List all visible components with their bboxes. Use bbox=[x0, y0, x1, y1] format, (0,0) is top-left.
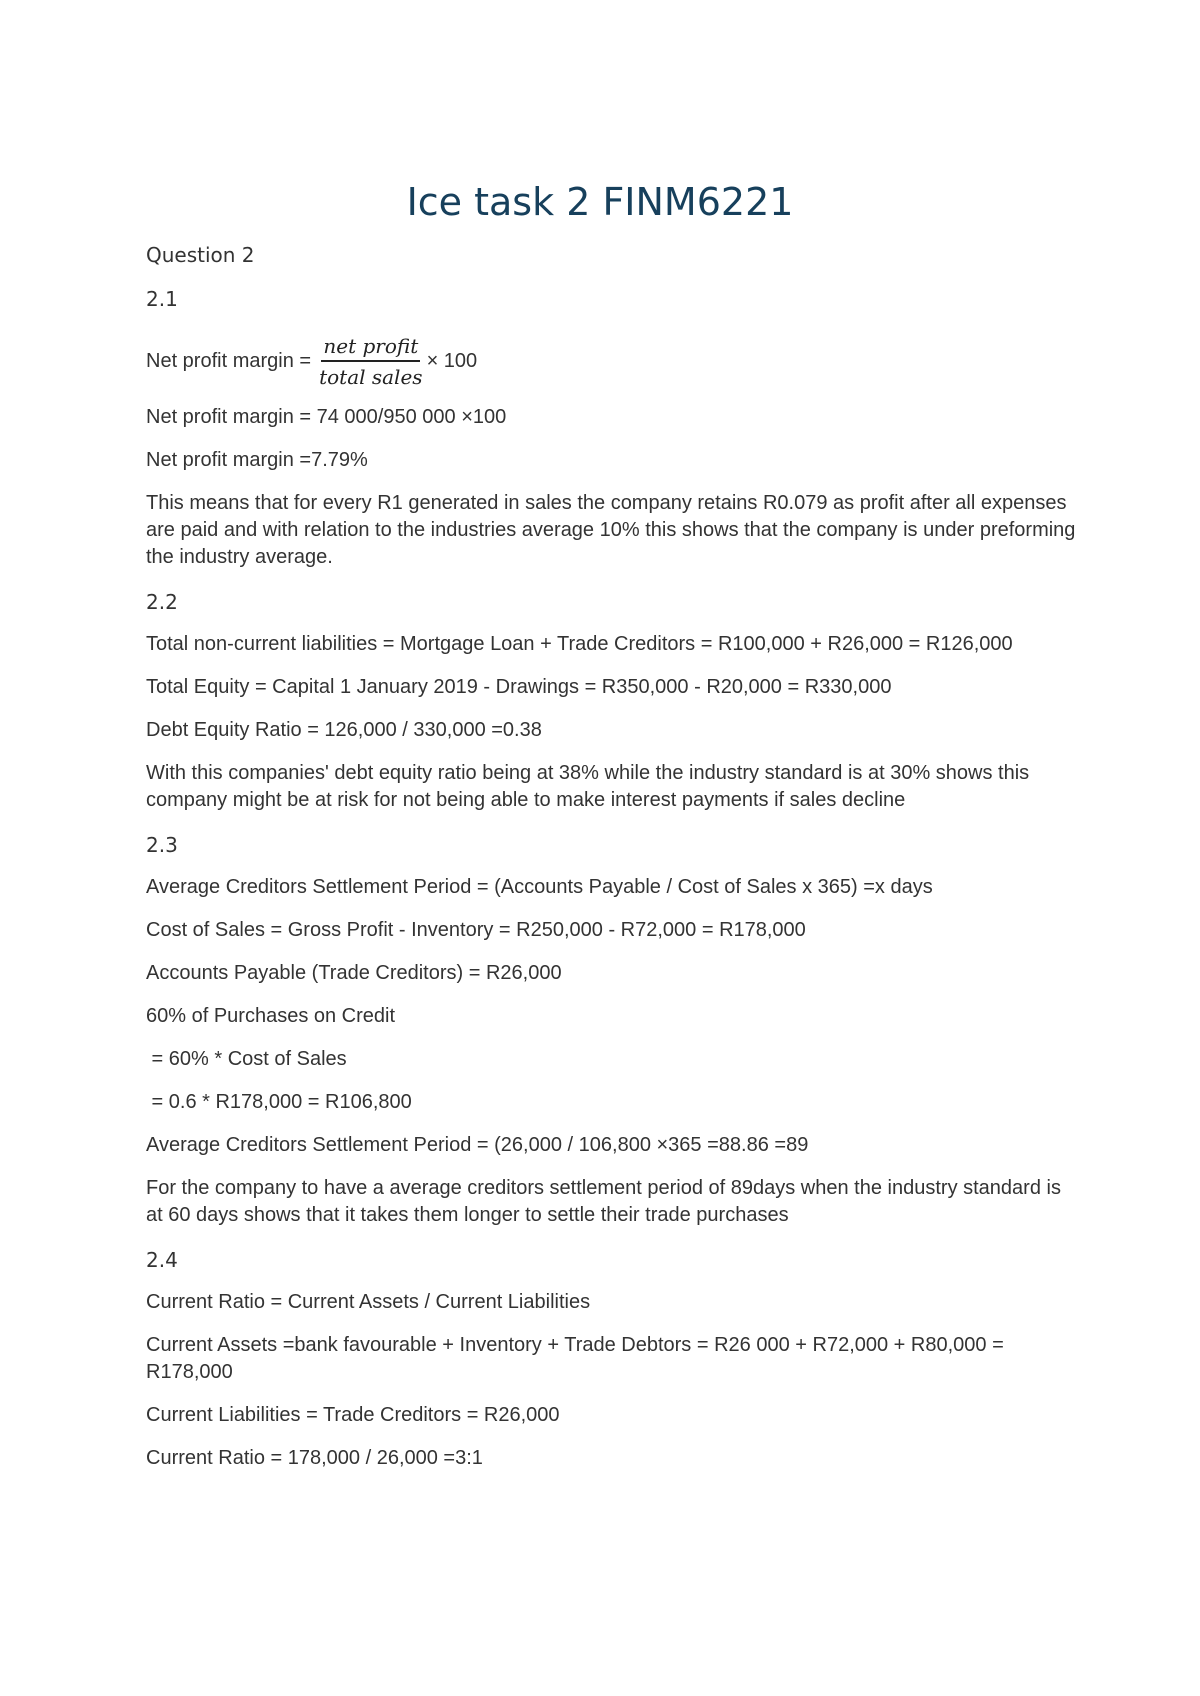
net-profit-margin-formula bbox=[146, 328, 1076, 394]
calc-line: Net profit margin = 74 000/950 000 ×100 bbox=[146, 406, 507, 428]
document-title: Ice task 2 FINM6221 bbox=[406, 180, 794, 224]
formula-fraction bbox=[317, 333, 424, 390]
formula-denominator: total sales bbox=[319, 364, 423, 389]
explanation-paragraph: With this companies' debt equity ratio being at 38% while the industry standard is at 30% shows this company might be at risk for not being able to make interest payments if sales decline bbox=[146, 762, 1030, 811]
calc-line: = 0.6 * R178,000 = R106,800 bbox=[146, 1091, 412, 1113]
calc-line: Accounts Payable (Trade Creditors) = R26,000 bbox=[146, 962, 562, 984]
document-body bbox=[146, 240, 1076, 1488]
section-heading-2-4: 2.4 bbox=[146, 1248, 178, 1272]
calc-line: 60% of Purchases on Credit bbox=[146, 1005, 396, 1027]
calc-line: = 60% * Cost of Sales bbox=[146, 1048, 347, 1070]
calc-line: Total Equity = Capital 1 January 2019 - Drawings = R350,000 - R20,000 = R330,000 bbox=[146, 676, 892, 698]
calc-line: Current Ratio = Current Assets / Current Liabilities bbox=[146, 1291, 591, 1313]
calc-line: Current Ratio = 178,000 / 26,000 =3:1 bbox=[146, 1447, 483, 1469]
calc-line: Net profit margin =7.79% bbox=[146, 449, 368, 471]
section-heading-2-3: 2.3 bbox=[146, 833, 178, 857]
formula-numerator: net profit bbox=[321, 333, 420, 362]
calc-line: Average Creditors Settlement Period = (Accounts Payable / Cost of Sales x 365) =x days bbox=[146, 876, 933, 898]
explanation-paragraph: This means that for every R1 generated in sales the company retains R0.079 as profit after all expenses are paid and with relation to the industries average 10% this shows that the company is under preforming the industry average. bbox=[146, 492, 1076, 568]
calc-line: Cost of Sales = Gross Profit - Inventory = R250,000 - R72,000 = R178,000 bbox=[146, 919, 806, 941]
formula-label: Net profit margin = bbox=[146, 349, 312, 372]
section-heading-2-2: 2.2 bbox=[146, 590, 178, 614]
calc-line: Current Assets =bank favourable + Inventory + Trade Debtors = R26 000 + R72,000 + R80,000 = R178,000 bbox=[146, 1334, 1004, 1383]
formula-suffix: × 100 bbox=[426, 349, 478, 372]
explanation-paragraph: For the company to have a average creditors settlement period of 89days when the industry standard is at 60 days shows that it takes them longer to settle their trade purchases bbox=[146, 1177, 1061, 1226]
calc-line: Average Creditors Settlement Period = (26,000 / 106,800 ×365 =88.86 =89 bbox=[146, 1134, 809, 1156]
calc-line: Current Liabilities = Trade Creditors = R26,000 bbox=[146, 1404, 560, 1426]
calc-line: Total non-current liabilities = Mortgage Loan + Trade Creditors = R100,000 + R26,000 = R126,000 bbox=[146, 633, 1013, 655]
question-label: Question 2 bbox=[146, 243, 255, 267]
section-heading-2-1: 2.1 bbox=[146, 287, 178, 311]
calc-line: Debt Equity Ratio = 126,000 / 330,000 =0.38 bbox=[146, 719, 542, 741]
